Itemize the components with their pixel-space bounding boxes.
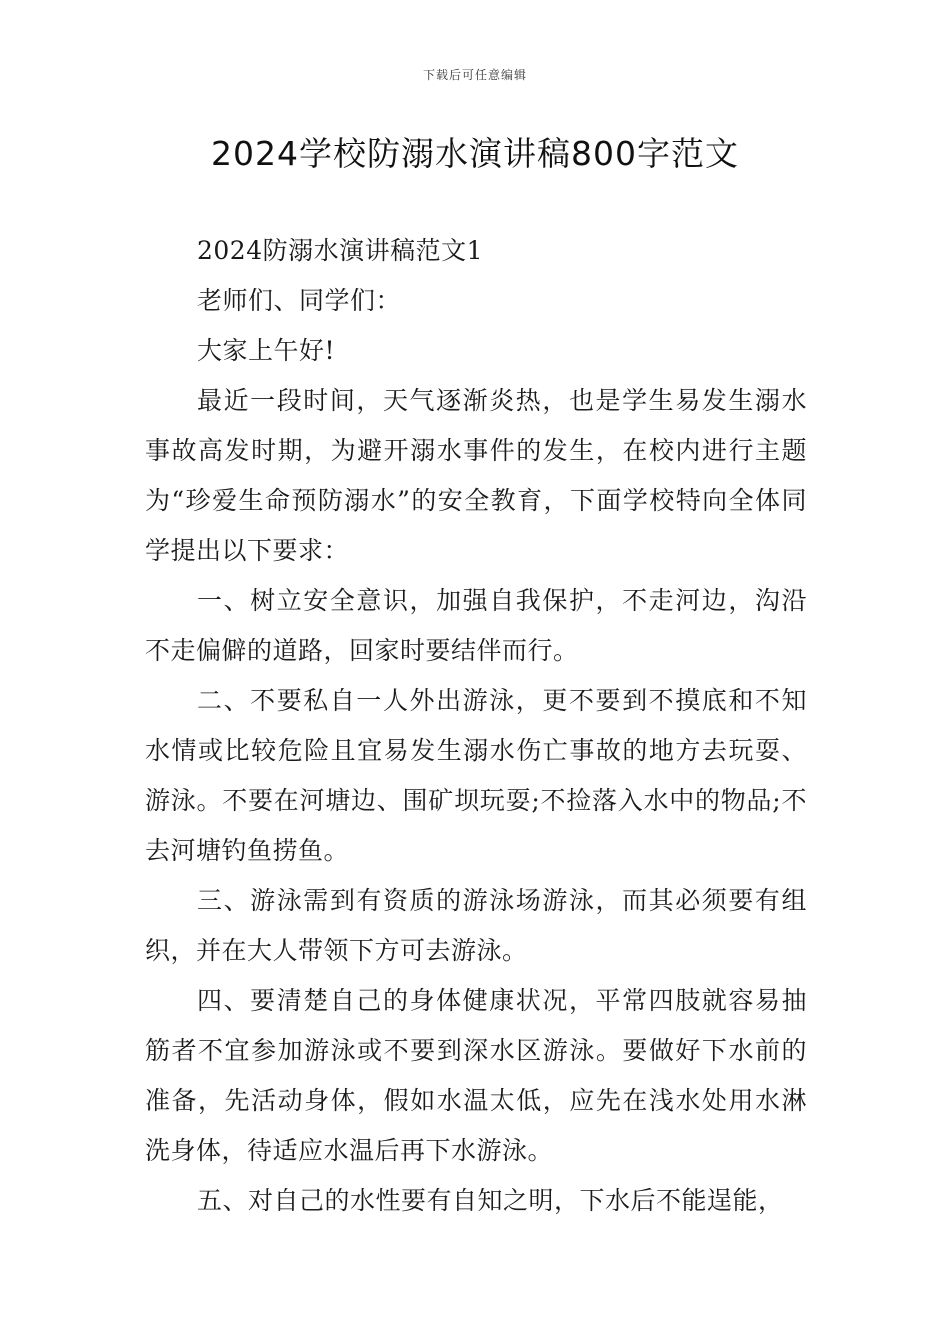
paragraph-item-2: 二、不要私自一人外出游泳，更不要到不摸底和不知水情或比较危险且宜易发生溺水伤亡事故的地方去玩耍、游泳。不要在河塘边、围矿坝玩耍;不捡落入水中的物品;不去河塘钓鱼捞鱼。 — [145, 686, 807, 865]
paragraph-item-4: 四、要清楚自己的身体健康状况，平常四肢就容易抽筋者不宜参加游泳或不要到深水区游泳。要做好下水前的准备，先活动身体，假如水温太低，应先在浅水处用水淋洗身体，待适应水温后再下水游泳。 — [145, 986, 807, 1165]
document-body — [145, 226, 807, 1226]
paragraph-item-1: 一、树立安全意识，加强自我保护，不走河边，沟沿不走偏僻的道路，回家时要结伴而行。 — [145, 586, 807, 665]
paragraph-intro: 最近一段时间，天气逐渐炎热，也是学生易发生溺水事故高发时期，为避开溺水事件的发生，在校内进行主题为“珍爱生命预防溺水”的安全教育，下面学校特向全体同学提出以下要求： — [145, 386, 807, 565]
paragraph-greeting: 大家上午好! — [197, 336, 336, 365]
paragraph-subtitle: 2024防溺水演讲稿范文1 — [197, 236, 484, 265]
paragraph-salutation: 老师们、同学们： — [197, 286, 402, 315]
paragraph-item-3: 三、游泳需到有资质的游泳场游泳，而其必须要有组织，并在大人带领下方可去游泳。 — [145, 886, 807, 965]
header-note: 下载后可任意编辑 — [422, 68, 527, 82]
paragraph-item-5: 五、对自己的水性要有自知之明，下水后不能逞能， — [197, 1186, 784, 1215]
document-title: 2024学校防溺水演讲稿800字范文 — [211, 134, 739, 173]
